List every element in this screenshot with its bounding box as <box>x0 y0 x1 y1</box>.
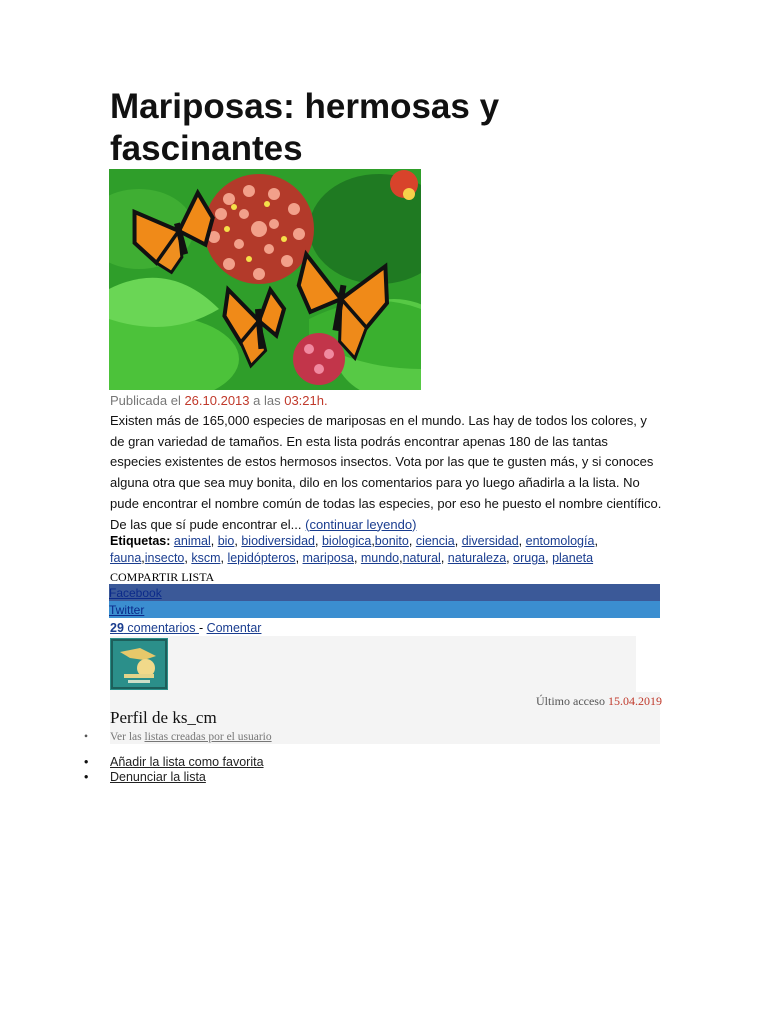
comments-separator: - <box>198 621 207 635</box>
tag-separator: , <box>440 551 448 565</box>
user-lists <box>84 731 272 743</box>
published-time: 03:21h. <box>284 393 328 408</box>
tag-link[interactable]: mariposa <box>302 551 354 565</box>
avatar[interactable] <box>110 638 168 690</box>
comments-count: 29 <box>110 621 124 635</box>
tag-separator: , <box>184 551 192 565</box>
article-excerpt: Existen más de 165,000 especies de mariposas en el mundo. Las hay de todos los colores, y de gran variedad de tamaños. En esta lista podrás encontrar apenas 180 de las tantas especies existentes de estos hermosos insectos. Vota por las que te gusten más, y si conoces alguna otra que sea muy bonita, dilo en los comentarios para yo luego añadirla a la lista. No pude encontrar el nombre común de todas las especies, por eso he puesto el nombre científico. De las que sí pude encontrar el... <box>110 413 662 532</box>
tag-link[interactable]: diversidad <box>461 534 519 548</box>
tag-link[interactable]: fauna <box>110 551 142 565</box>
tag-link[interactable]: mundo <box>360 551 400 565</box>
published-prefix: Publicada el <box>110 393 185 408</box>
tag-separator: , <box>545 551 553 565</box>
comments-count-link[interactable] <box>110 621 199 635</box>
tag-separator: , <box>234 534 242 548</box>
butterflies-photo <box>109 169 421 390</box>
tag-link[interactable]: oruga <box>513 551 546 565</box>
page-title: Mariposas: hermosas y fascinantes <box>110 87 500 168</box>
last-access <box>536 694 662 709</box>
tag-link[interactable]: biodiversidad <box>241 534 316 548</box>
tag-separator: , <box>506 551 514 565</box>
comments-label: comentarios <box>123 621 199 635</box>
tag-separator: , <box>141 551 145 565</box>
facebook-share-bar <box>109 584 660 601</box>
tag-link[interactable]: natural <box>402 551 441 565</box>
tag-link[interactable]: ciencia <box>415 534 455 548</box>
user-lists-prefix: Ver las <box>110 731 145 743</box>
share-title: COMPARTIR LISTA <box>110 570 215 584</box>
twitter-share-bar <box>109 601 660 618</box>
tag-separator: , <box>594 534 598 548</box>
user-lists-item <box>84 731 272 743</box>
twitter-share-link[interactable]: Twitter <box>109 603 145 617</box>
read-more-link[interactable]: (continuar leyendo) <box>305 516 417 532</box>
article-body <box>110 411 662 535</box>
add-favorite-link[interactable]: Añadir la lista como favorita <box>110 755 264 769</box>
list-actions <box>84 755 264 785</box>
tag-link[interactable]: naturaleza <box>447 551 507 565</box>
tag-link[interactable]: bio <box>217 534 235 548</box>
tag-link[interactable]: bonito <box>374 534 409 548</box>
tag-separator: , <box>399 551 403 565</box>
facebook-share-link[interactable]: Facebook <box>109 586 162 600</box>
tag-separator: , <box>518 534 526 548</box>
tag-link[interactable]: animal <box>173 534 211 548</box>
publish-info <box>110 393 328 408</box>
tag-link[interactable]: biologica <box>321 534 372 548</box>
add-comment-link[interactable]: Comentar <box>206 621 262 635</box>
report-item <box>84 770 264 785</box>
tag-link[interactable]: kscm <box>191 551 221 565</box>
profile-title: Perfil de ks_cm <box>110 708 217 727</box>
tags-list <box>110 533 662 567</box>
tag-separator: , <box>295 551 303 565</box>
tag-separator: , <box>353 551 361 565</box>
tag-separator: , <box>371 534 375 548</box>
tags-label: Etiquetas: <box>110 534 171 548</box>
published-mid: a las <box>249 393 285 408</box>
tag-separator: , <box>315 534 322 548</box>
tag-link[interactable]: insecto <box>144 551 185 565</box>
tag-separator: , <box>220 551 228 565</box>
user-lists-link[interactable]: listas creadas por el usuario <box>144 731 272 743</box>
tag-links <box>110 534 598 565</box>
tag-link[interactable]: planeta <box>552 551 594 565</box>
last-access-label: Último acceso <box>536 694 608 708</box>
report-list-link[interactable]: Denunciar la lista <box>110 770 206 784</box>
last-access-date: 15.04.2019 <box>607 694 662 708</box>
tag-link[interactable]: entomología <box>525 534 595 548</box>
tag-separator: , <box>210 534 218 548</box>
tag-link[interactable]: lepidópteros <box>227 551 296 565</box>
comments-info <box>110 621 261 635</box>
tag-separator: , <box>454 534 462 548</box>
tag-separator: , <box>408 534 416 548</box>
favorite-item <box>84 755 264 770</box>
published-date: 26.10.2013 <box>184 393 250 408</box>
